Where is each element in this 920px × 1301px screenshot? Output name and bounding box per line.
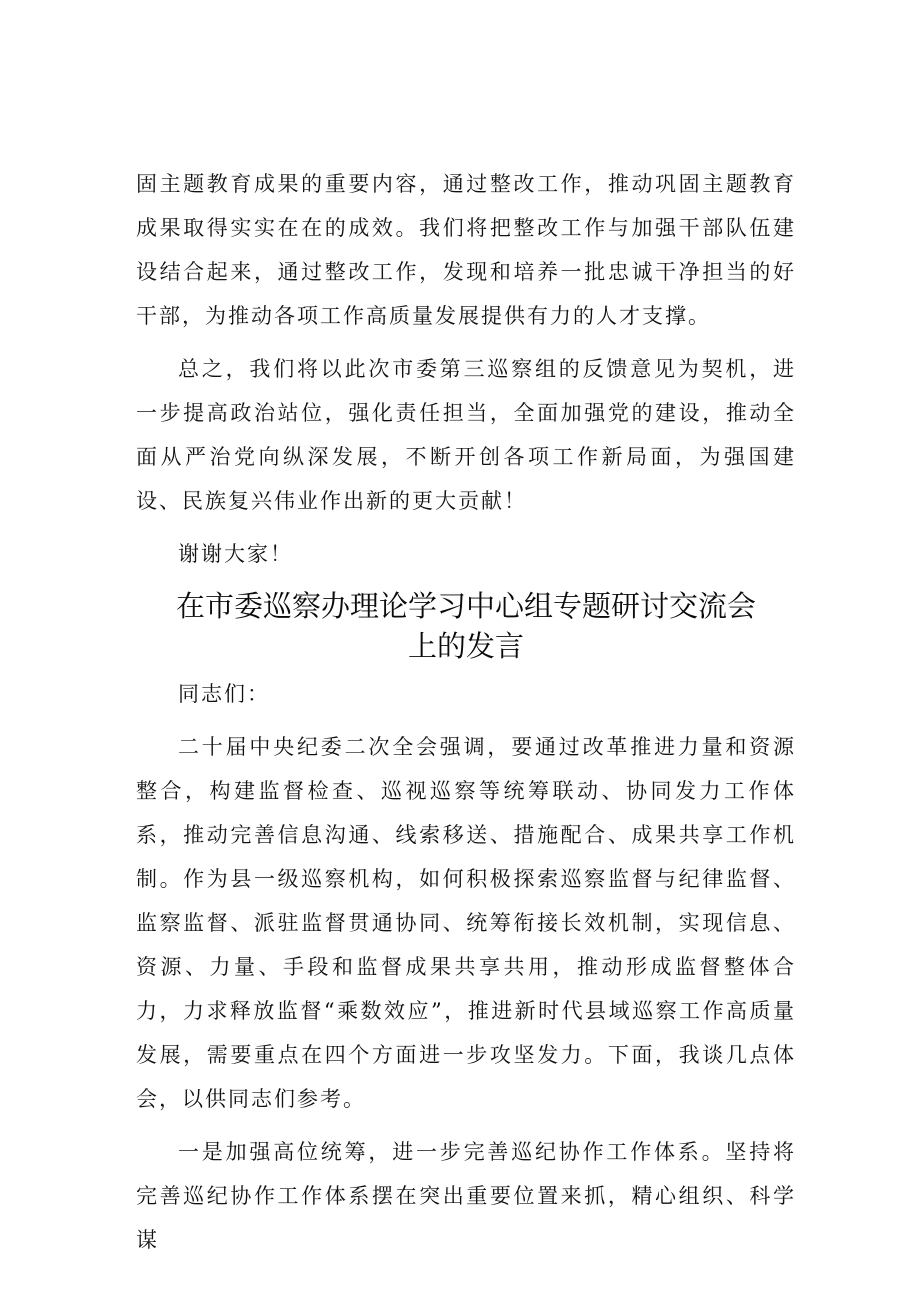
salutation: 同志们： [178, 682, 270, 706]
paragraph-intro: 二十届中央纪委二次全会强调，要通过改革推进力量和资源整合，构建监督检查、巡视巡察等统筹联动、协同发力工作体系，推动完善信息沟通、线索移送、措施配合、成果共享工作机制。作为县一级巡察机构，如何积极探索巡察监督与纪律监督、监察监督、派驻监督贯通协同、统筹衔接长效机制，实现信息、资源、力量、手段和监督成果共享共用，推动形成监督整体合力，力求释放监督“乘数效应”，推进新时代县域巡察工作高质量发展，需要重点在四个方面进一步攻坚发力。下面，我谈几点体会，以供同志们参考。 [136, 735, 796, 1111]
closing-thanks: 谢谢大家！ [178, 542, 293, 566]
paragraph-continuation: 固主题教育成果的重要内容，通过整改工作，推动巩固主题教育成果取得实实在在的成效。我们将把整改工作与加强干部队伍建设结合起来，通过整改工作，发现和培养一批忠诚干净担当的好干部，为推动各项工作高质量发展提供有力的人才支撑。 [136, 172, 796, 328]
paragraph-conclusion: 总之，我们将以此次市委第三巡察组的反馈意见为契机，进一步提高政治站位，强化责任担当，全面加强党的建设，推动全面从严治党向纵深发展，不断开创各项工作新局面，为强国建设、民族复兴伟业作出新的更大贡献！ [136, 357, 796, 513]
speech-title-line2: 上的发言 [407, 629, 524, 663]
speech-title-line1: 在市委巡察办理论学习中心组专题研讨交流会 [175, 589, 756, 623]
document-body [136, 162, 796, 1262]
speech-title [136, 586, 796, 666]
paragraph-point-one: 一是加强高位统筹，进一步完善巡纪协作工作体系。坚持将完善巡纪协作工作体系摆在突出重要位置来抓，精心组织、科学谋 [136, 1140, 796, 1252]
